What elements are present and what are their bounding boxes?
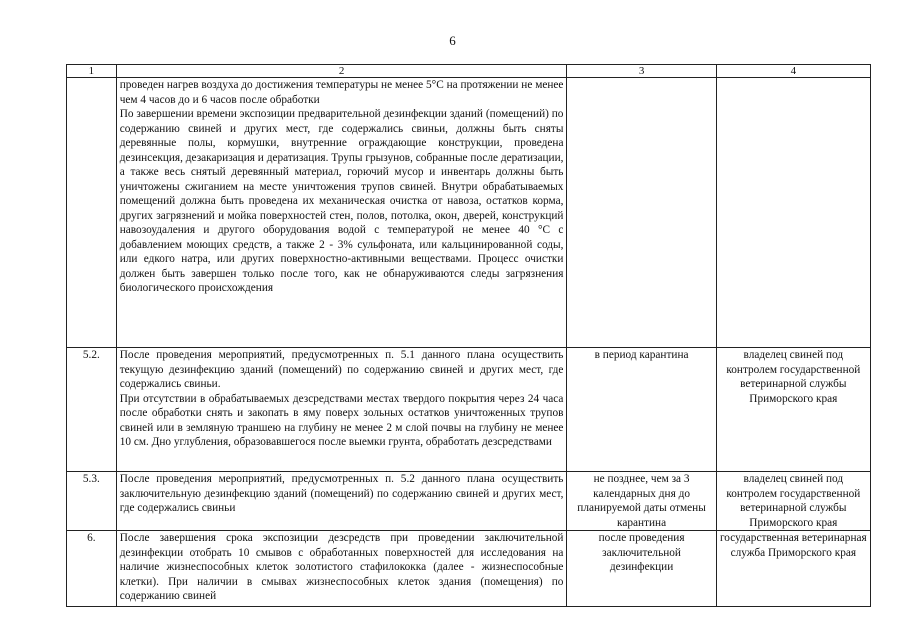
table-header-row	[67, 65, 871, 78]
table-row	[67, 531, 871, 607]
row-text	[116, 348, 567, 472]
header-col-1: 1	[67, 65, 117, 78]
row-responsible: государственная ветеринарная служба Приморского края	[716, 531, 870, 607]
row-term: не позднее, чем за 3 календарных дня до планируемой даты отмены карантина	[567, 472, 716, 531]
header-col-2: 2	[116, 65, 567, 78]
table-row	[67, 348, 871, 472]
table-row	[67, 472, 871, 531]
header-col-3: 3	[567, 65, 716, 78]
row-text	[116, 78, 567, 348]
row-number: 6.	[67, 531, 117, 607]
row-number: 5.2.	[67, 348, 117, 472]
row-responsible	[716, 78, 870, 348]
row-text	[116, 472, 567, 531]
row-paragraph: При отсутствии в обрабатываемых дезсредствами местах твердого покрытия через 24 часа после обработки снять и закопать в яму поверх зольных остатков уничтоженных трупов свиней или в земляную траншею на глубину не менее 2 м слой почвы на глубину не менее 10 см. Дно углубления, образовавшегося после выемки грунта, обработать дезсредствами	[119, 392, 564, 448]
row-paragraph: проведен нагрев воздуха до достижения температуры не менее 5°С на протяжении не менее чем 4 часов до и 6 часов после обработки	[119, 79, 564, 106]
table-row	[67, 78, 871, 348]
row-number: 5.3.	[67, 472, 117, 531]
row-paragraph: После завершения срока экспозиции дезсредств при проведении заключительной дезинфекции отобрать 10 смывов с обработанных поверхностей для исследования на наличие жизнеспособных клеток золотистого стафилококка (далее - жизнеспособные клетки). При наличии в смывах жизнеспособных клеток здания (помещения) по содержанию свиней	[119, 532, 564, 602]
row-text	[116, 531, 567, 607]
measures-table	[66, 64, 871, 607]
row-term: в период карантина	[567, 348, 716, 472]
page-number: 6	[449, 33, 456, 48]
row-paragraph: После проведения мероприятий, предусмотренных п. 5.1 данного плана осуществить текущую дезинфекцию зданий (помещений) по содержанию свиней и других мест, где содержались свиньи.	[119, 349, 564, 390]
row-paragraph: После проведения мероприятий, предусмотренных п. 5.2 данного плана осуществить заключительную дезинфекцию зданий (помещений) по содержанию свиней и других мест, где содержались свиньи	[119, 473, 564, 514]
header-col-4: 4	[716, 65, 870, 78]
row-term	[567, 78, 716, 348]
row-responsible: владелец свиней под контролем государственной ветеринарной службы Приморского края	[716, 348, 870, 472]
row-paragraph: По завершении времени экспозиции предварительной дезинфекции зданий (помещений) по содержанию свиней и других мест, где содержались свиньи, должны быть сняты деревянные полы, кормушки, внутренние ограждающие конструкции, проведена дезинсекция, дезакаризация и дератизация. Трупы грызунов, собранные после дератизации, а также весь снятый деревянный материал, горючий мусор и инвентарь должны быть уничтожены сжиганием на месте уничтожения трупов свиней. Внутри обрабатываемых помещений должна быть проведена их механическая очистка от навоза, остатков корма, других загрязнений и мойка поверхностей стен, полов, потолка, окон, дверей, конструкций навозоудаления и другого оборудования водой с температурой не менее 40 °С с добавлением моющих средств, а также 2 - 3% сульфоната, или кальцинированной соды, или едкого натра, или других поверхностно-активными веществами. Процесс очистки должен быть завершен только после того, как не обнаруживаются следы загрязнения биологического происхождения	[119, 108, 564, 294]
row-term: после проведения заключительной дезинфекции	[567, 531, 716, 607]
row-number	[67, 78, 117, 348]
row-responsible: владелец свиней под контролем государственной ветеринарной службы Приморского края	[716, 472, 870, 531]
